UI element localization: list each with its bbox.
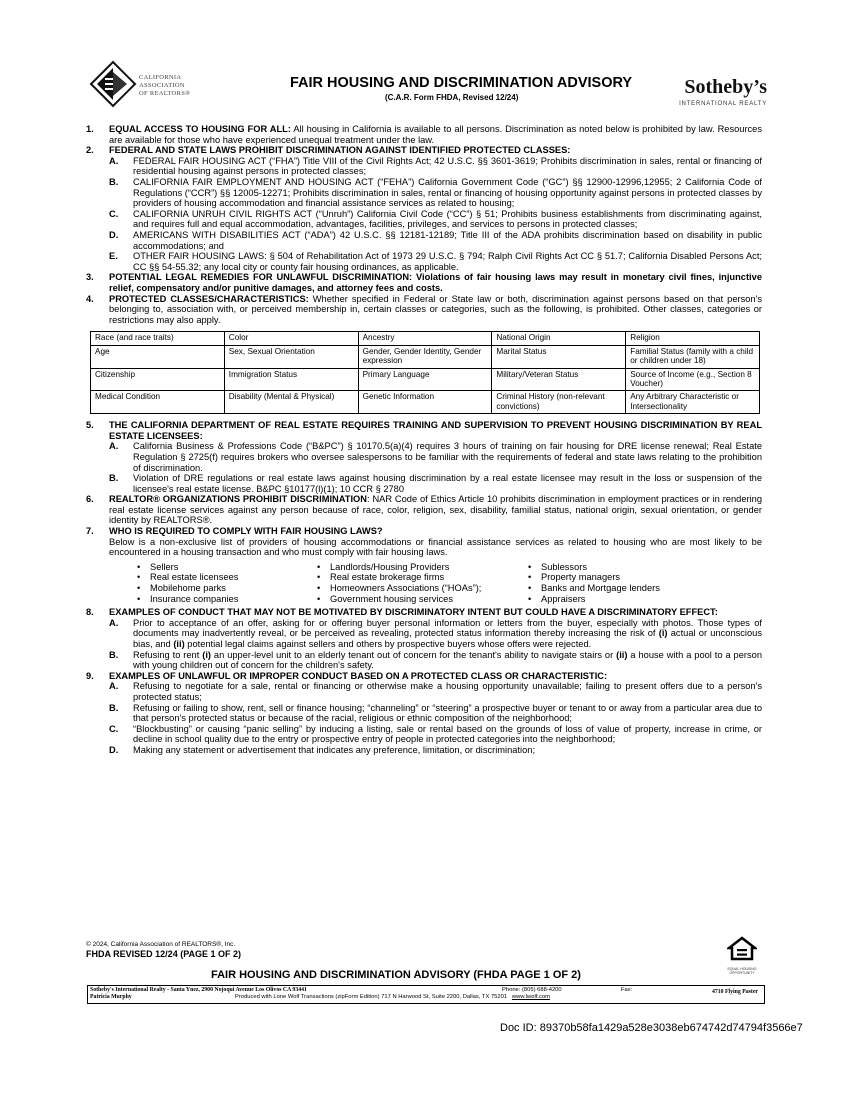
table-cell: Military/Veteran Status: [492, 368, 626, 391]
table-row: [91, 332, 760, 345]
section-8: 8. EXAMPLES OF CONDUCT THAT MAY NOT BE MOTIVATED BY DISCRIMINATORY INTENT BUT COULD HAVE A DISCRIMINATORY EFFECT: A. Prior to acceptance of an offer, asking for or offering buyer personal information or letters from the buyer, especially with photos. Those types of documents may inadvertently reveal, or be perceived as revealing, protected status information thereby increasing the risk of (i) actual or unconscious bias, and (ii) potential legal claims against sellers and others by prospective buyers whose offers were rejected. B. Refusing to rent (i) an upper-level unit to an elderly tenant out of concern for the tenant's ability to navigate stairs or (ii) a house with a pool to a person with young children out of concern for the children's safety.: [86, 607, 762, 671]
brand-subtitle: INTERNATIONAL REALTY: [679, 101, 767, 107]
table-cell: Color: [224, 332, 358, 345]
table-cell: Any Arbitrary Characteristic or Intersectionality: [626, 391, 760, 414]
clause-5b: B. Violation of DRE regulations or real estate laws against housing discrimination by a real estate licensee may result in the loss or suspension of the licensee's real estate license. B&PC §10177(l)(1); 10 CCR § 2780: [109, 473, 762, 494]
section-heading: FEDERAL AND STATE LAWS PROHIBIT DISCRIMINATION AGAINST IDENTIFIED PROTECTED CLASSES:: [109, 145, 571, 156]
car-logo-icon: [87, 58, 139, 110]
section-heading: THE CALIFORNIA DEPARTMENT OF REAL ESTATE REQUIRES TRAINING AND SUPERVISION TO PREVENT HOUSING DISCRIMINATION BY REAL ESTATE LICENSEES:: [109, 420, 762, 441]
table-cell: Genetic Information: [358, 391, 492, 414]
section-7: 7. WHO IS REQUIRED TO COMPLY WITH FAIR HOUSING LAWS? Below is a non-exclusive list of providers of housing accommodations or financial assistance services as related to housing who are most likely to be encountered in a housing transaction and who must comply with fair housing laws. • Sellers • Landlords/Housing Providers • Sublessors • Real estate licensees • Real estate brokerage firms • Property managers • Mobilehome parks • Homeowners Associations (“HOAs”); • Banks and Mortgage lenders • Insurance companies • Government housing services • Appraisers: [86, 526, 762, 604]
section-2: 2. FEDERAL AND STATE LAWS PROHIBIT DISCRIMINATION AGAINST IDENTIFIED PROTECTED CLASSES: A. FEDERAL FAIR HOUSING ACT (“FHA”) Title VIII of the Civil Rights Act; 42 U.S.C. §§ 3601-3619; Prohibits discrimination in sales, rental or financing of residential housing against persons in protected classes; B. CALIFORNIA FAIR EMPLOYMENT AND HOUSING ACT (“FEHA”) California Government Code (“GC”) §§ 12900-12996,12955; 2 California Code of Regulations (“CCR”) §§ 12005-12271; Prohibits discrimination in sales, rental or financing of housing opportunity against persons in protected classes by providers of housing accommodation and financial assistance services as related to housing; C. CALIFORNIA UNRUH CIVIL RIGHTS ACT (“Unruh”) California Civil Code (“CC”) § 51; Prohibits business establishments from discriminating against, and requires full and equal accommodation, advantages, facilities, privileges, and services to persons in protected classes; D. AMERICANS WITH DISABILITIES ACT (“ADA”) 42 U.S.C. §§ 12181-12189; Title III of the ADA prohibits discrimination based on disability in public accommodations; and E. OTHER FAIR HOUSING LAWS: § 504 of Rehabilitation Act of 1973 29 U.S.C. § 794; Ralph Civil Rights Act CC § 51.7; California Disabled Persons Act; CC §§ 54-55.32; any local city or county fair housing ordinances, as applicable.: [86, 145, 762, 272]
table-row: [91, 368, 760, 391]
table-cell: Age: [91, 345, 225, 368]
clause-2a: A. FEDERAL FAIR HOUSING ACT (“FHA”) Title VIII of the Civil Rights Act; 42 U.S.C. §§ 3601-3619; Prohibits discrimination in sales, rental or financing of residential housing against persons in protected classes;: [109, 155, 762, 177]
table-row: [91, 391, 760, 414]
table-cell: Disability (Mental & Physical): [224, 391, 358, 414]
car-logo-text: CALIFORNIA ASSOCIATION OF REALTORS®: [139, 74, 191, 97]
document-body: [86, 124, 762, 756]
list-item: • Appraisers: [527, 594, 727, 605]
clause-8b: B. Refusing to rent (i) an upper-level unit to an elderly tenant out of concern for the tenant's ability to navigate stairs or (ii) a house with a pool to a person with young children out of concern for the children's safety.: [109, 649, 762, 671]
table-cell: Criminal History (non-relevant convictions): [492, 391, 626, 414]
revision-text: FHDA REVISED 12/24 (PAGE 1 OF 2): [86, 949, 242, 959]
table-cell: Race (and race traits): [91, 332, 225, 345]
section-9: 9. EXAMPLES OF UNLAWFUL OR IMPROPER CONDUCT BASED ON A PROTECTED CLASS OR CHARACTERISTIC: A. Refusing to negotiate for a sale, rental or financing or otherwise make a housing opportunity unavailable; failing to present offers due to a person's protected status; B. Refusing or failing to show, rent, sell or finance housing; “channeling” or “steering” a prospective buyer or tenant to or away from a particular area due to that person's protected status or because of the racial, religious or ethnic composition of the neighborhood; C. “Blockbusting” or causing “panic selling” by inducing a listing, sale or rental based on the grounds of loss of value of property, increase in crime, or decline in school quality due to the entry or prospective entry of people in protected categories into the neighborhood; D. Making any statement or advertisement that indicates any preference, limitation, or discrimination;: [86, 670, 762, 755]
equal-housing-logo: EQUAL HOUSING OPPORTUNITY: [724, 936, 760, 975]
clause-9c: C. “Blockbusting” or causing “panic selling” by inducing a listing, sale or rental based on the grounds of loss of value of property, increase in crime, or decline in school quality due to the entry or prospective entry of people in protected categories into the neighborhood;: [109, 723, 762, 745]
clause-5a: A. California Business & Professions Code (“B&PC”) § 10170.5(a)(4) requires 3 hours of training on fair housing for DRE license renewal; Real Estate Regulation § 2725(f) requires brokers who oversee salespersons to be familiar with the requirements of federal and state laws relating to the prohibition of discrimination.: [109, 441, 762, 473]
table-cell: Primary Language: [358, 368, 492, 391]
form-subtitle: (C.A.R. Form FHDA, Revised 12/24): [385, 93, 519, 102]
clause-2d: D. AMERICANS WITH DISABILITIES ACT (“ADA”) 42 U.S.C. §§ 12181-12189; Title III of the ADA prohibits discrimination based on disability in public accommodations; and: [109, 229, 762, 251]
property-address: 4710 Flying Paster: [711, 989, 758, 995]
section-6: 6. REALTOR® ORGANIZATIONS PROHIBIT DISCRIMINATION: NAR Code of Ethics Article 10 prohibits discrimination in employment practices or in rendering real estate license services against any person because of race, color, religion, sex, disability, familial status, national origin, sexual orientation, or gender identity by REALTORS®.: [86, 494, 762, 526]
section-heading: WHO IS REQUIRED TO COMPLY WITH FAIR HOUSING LAWS?: [109, 526, 383, 537]
clause-9b: B. Refusing or failing to show, rent, sell or finance housing; “channeling” or “steering” a prospective buyer or tenant to or away from a particular area due to that person's protected status or because of the racial, religious or ethnic composition of the neighborhood;: [109, 702, 762, 724]
brand-logo: Sotheby’s: [684, 76, 767, 98]
document-header: [87, 58, 767, 120]
list-item: • Landlords/Housing Providers: [316, 562, 527, 573]
table-cell: Familial Status (family with a child or children under 18): [626, 345, 760, 368]
office-info: Sotheby's International Realty - Santa Ynez, 2900 Nojoqui Avenue Los Olivos CA 93441 Patricia Murphy: [90, 987, 307, 1000]
page-footer: [86, 941, 762, 981]
clause-9a: A. Refusing to negotiate for a sale, rental or financing or otherwise make a housing opportunity unavailable; failing to present offers due to a person's protected status;: [109, 681, 762, 702]
list-item: • Homeowners Associations (“HOAs”);: [316, 583, 527, 594]
equal-housing-icon: [727, 936, 757, 962]
producer-box: [87, 985, 765, 1004]
list-item: • Real estate brokerage firms: [316, 572, 527, 583]
table-cell: National Origin: [492, 332, 626, 345]
section-4: 4. PROTECTED CLASSES/CHARACTERISTICS: Whether specified in Federal or State law or both, discrimination against persons based on that person's belonging to, association with, or perceived membership in, certain classes or categories, such as the following, is prohibited. Other classes, categories or restrictions may also apply.: [86, 293, 762, 325]
table-cell: Citizenship: [91, 368, 225, 391]
table-cell: Immigration Status: [224, 368, 358, 391]
table-cell: Ancestry: [358, 332, 492, 345]
table-cell: Religion: [626, 332, 760, 345]
section-5: 5. THE CALIFORNIA DEPARTMENT OF REAL ESTATE REQUIRES TRAINING AND SUPERVISION TO PREVENT HOUSING DISCRIMINATION BY REAL ESTATE LICENSEES: A. California Business & Professions Code (“B&PC”) § 10170.5(a)(4) requires 3 hours of training on fair housing for DRE license renewal; Real Estate Regulation § 2725(f) requires brokers who oversee salespersons to be familiar with the requirements of federal and state laws relating to the prohibition of discrimination. B. Violation of DRE regulations or real estate laws against housing discrimination by a real estate licensee may result in the loss or suspension of the licensee's real estate license. B&PC §10177(l)(1); 10 CCR § 2780: [86, 420, 762, 494]
footer-title: FAIR HOUSING AND DISCRIMINATION ADVISORY (FHDA PAGE 1 OF 2): [211, 969, 581, 981]
table-cell: Gender, Gender Identity, Gender expression: [358, 345, 492, 368]
lwolf-link[interactable]: www.lwolf.com: [511, 994, 550, 1000]
clause-2b: B. CALIFORNIA FAIR EMPLOYMENT AND HOUSING ACT (“FEHA”) California Government Code (“GC”) §§ 12900-12996,12955; 2 California Code of Regulations (“CCR”) §§ 12005-12271; Prohibits discrimination in sales, rental or financing of housing opportunity against persons in protected classes by providers of housing accommodation and financial assistance services as related to housing;: [109, 176, 762, 209]
list-item: • Mobilehome parks: [136, 583, 316, 594]
section-heading: EXAMPLES OF UNLAWFUL OR IMPROPER CONDUCT BASED ON A PROTECTED CLASS OR CHARACTERISTIC:: [109, 670, 608, 681]
table-cell: Medical Condition: [91, 391, 225, 414]
produced-by-text: Produced with Lone Wolf Transactions (zipForm Edition) 717 N Harwood St, Suite 2200, Dallas, TX 75201 www.lwolf.com: [235, 994, 550, 1000]
doc-id: Doc ID: 89370b58fa1429a528e3038eb674742d74794f3566e7: [500, 1022, 803, 1034]
list-item: • Banks and Mortgage lenders: [527, 583, 727, 594]
providers-list: [136, 562, 762, 604]
copyright-text: © 2024, California Association of REALTORS®, Inc.: [86, 941, 236, 948]
clause-2e: E. OTHER FAIR HOUSING LAWS: § 504 of Rehabilitation Act of 1973 29 U.S.C. § 794; Ralph Civil Rights Act CC § 51.7; California Disabled Persons Act; CC §§ 54-55.32; any local city or county fair housing ordinances, as applicable.: [109, 251, 762, 272]
table-cell: Source of Income (e.g., Section 8 Voucher): [626, 368, 760, 391]
phone-text: Phone: (805) 688-4200: [502, 987, 562, 993]
table-row: [91, 345, 760, 368]
section-3: 3. POTENTIAL LEGAL REMEDIES FOR UNLAWFUL DISCRIMINATION: Violations of fair housing laws may result in monetary civil fines, injunctive relief, compensatory and/or punitive damages, and attorney fees and costs.: [86, 272, 762, 293]
list-item: • Sublessors: [527, 562, 727, 573]
list-item: • Property managers: [527, 572, 727, 583]
clause-9d: D. Making any statement or advertisement that indicates any preference, limitation, or discrimination;: [109, 744, 536, 755]
list-item: • Government housing services: [316, 594, 527, 605]
clause-2c: C. CALIFORNIA UNRUH CIVIL RIGHTS ACT (“Unruh”) California Civil Code (“CC”) § 51; Prohibits business establishments from discriminating against, and requires full and equal accommodation, advantages, facilities, privileges, and services to persons in protected classes;: [109, 208, 762, 230]
list-item: • Real estate licensees: [136, 572, 316, 583]
list-item: • Insurance companies: [136, 594, 316, 605]
fax-text: Fax:: [621, 987, 633, 993]
page-title: FAIR HOUSING AND DISCRIMINATION ADVISORY: [290, 75, 633, 91]
table-cell: Marital Status: [492, 345, 626, 368]
protected-classes-table: [90, 331, 760, 414]
section-1: 1. EQUAL ACCESS TO HOUSING FOR ALL: All housing in California is available to all persons. Discrimination as noted below is prohibited by law. Resources are available for those who have experienced unequal treatment under the law.: [86, 124, 763, 145]
table-cell: Sex, Sexual Orientation: [224, 345, 358, 368]
list-item: • Sellers: [136, 562, 316, 573]
section-heading: EQUAL ACCESS TO HOUSING FOR ALL:: [109, 124, 291, 134]
clause-8a: A. Prior to acceptance of an offer, asking for or offering buyer personal information or letters from the buyer, especially with photos. Those types of documents may inadvertently reveal, or be perceived as revealing, protected status information thereby increasing the risk of (i) actual or unconscious bias, and (ii) potential legal claims against sellers and others by prospective buyers whose offers were rejected.: [109, 617, 762, 649]
section-heading: EXAMPLES OF CONDUCT THAT MAY NOT BE MOTIVATED BY DISCRIMINATORY INTENT BUT COULD HAVE A DISCRIMINATORY EFFECT:: [109, 607, 718, 618]
